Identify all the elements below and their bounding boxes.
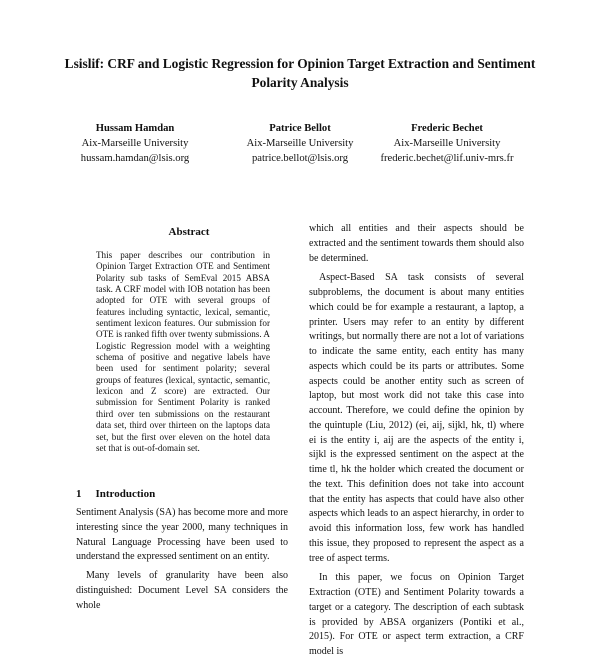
section-heading bbox=[76, 488, 169, 500]
section-number: 1 bbox=[76, 488, 82, 500]
paragraph: Aspect-Based SA task consists of several subproblems, the document is about many entities which could be for example a restaurant, a laptop, a printer. Users may refer to an entity by different writings, but normally there are not a lot of variations to indicate the same entity, each entity has many aspects which could be its parts or attributes. Some aspects could be another entity such as screen of laptop, but most work did not take this case into account. Therefore, we could define the opinion by the quintuple (Liu, 2012) (ei, aij, sijkl, hk, tl) where ei is the entity i, aij are the aspects of the entity i, sijkl is the expressed sentiment on the aspect at the time tl, hk the holder which created the document or the text. This definition does not take into account that the entity has aspects that could have also other aspects which leads to an aspect hierarchy, in order to avoid this information loss, few work has handled this issue, they proposed to represent the aspect as a tree of aspect terms. bbox=[309, 272, 524, 564]
abstract-heading: Abstract bbox=[168, 226, 210, 238]
paragraph: Many levels of granularity have been also distinguished: Document Level SA considers the whole bbox=[76, 570, 288, 611]
author-name: Hussam Hamdan bbox=[95, 123, 175, 134]
left-column-body bbox=[76, 506, 288, 613]
abstract-text: This paper describes our contribution in Opinion Target Extraction OTE and Sentiment Polarity sub tasks of SemEval 2015 ABSA task. A CRF model with IOB notation has been adopted for OTE with several groups of features including syntactic, lexical, semantic, sentiment lexicon features. Our submission for OTE is ranked fifth over twenty submissions. A Logistic Regression model with a weighting schema of positive and negative labels have been used for sentiment polarity; several groups of features (lexical, syntactic, semantic, lexicon and Z score) are extracted. Our submission for Sentiment Polarity is ranked third over ten submissions on the restaurant data set, third over thirteen on the laptops data set, but the first over eleven on the hotel data set that is out-of-domain set. bbox=[96, 250, 270, 453]
paragraph: Sentiment Analysis (SA) has become more and more interesting since the year 2000, many techniques in Natural Language Processing have been used to understand the expressed sentiment on an entity. bbox=[76, 507, 288, 563]
author-email: frederic.bechet@lif.univ-mrs.fr bbox=[380, 152, 514, 164]
paragraph: In this paper, we focus on Opinion Target Extraction (OTE) and Sentiment Polarity towards a target or a category. The description of each subtask is provided by ABSA organizers (Pontiki et al., 2015). For OTE or aspect term extraction, a CRF model is bbox=[309, 572, 524, 657]
author-name: Frederic Bechet bbox=[411, 123, 483, 134]
paragraph: which all entities and their aspects should be extracted and the sentiment towards them should also be determined. bbox=[309, 223, 524, 264]
author-affiliation: Aix-Marseille University bbox=[246, 137, 354, 149]
right-column-body bbox=[309, 222, 524, 660]
author-email: hussam.hamdan@lsis.org bbox=[80, 152, 190, 164]
author-3 bbox=[352, 122, 542, 166]
author-affiliation: Aix-Marseille University bbox=[81, 137, 189, 149]
section-title: Introduction bbox=[95, 488, 156, 500]
author-name: Patrice Bellot bbox=[269, 123, 331, 134]
author-affiliation: Aix-Marseille University bbox=[393, 137, 501, 149]
paper-title: Lsislif: CRF and Logistic Regression for Opinion Target Extraction and Sentiment Polarity Analysis bbox=[64, 56, 536, 90]
author-1 bbox=[40, 122, 230, 166]
author-email: patrice.bellot@lsis.org bbox=[251, 152, 349, 164]
